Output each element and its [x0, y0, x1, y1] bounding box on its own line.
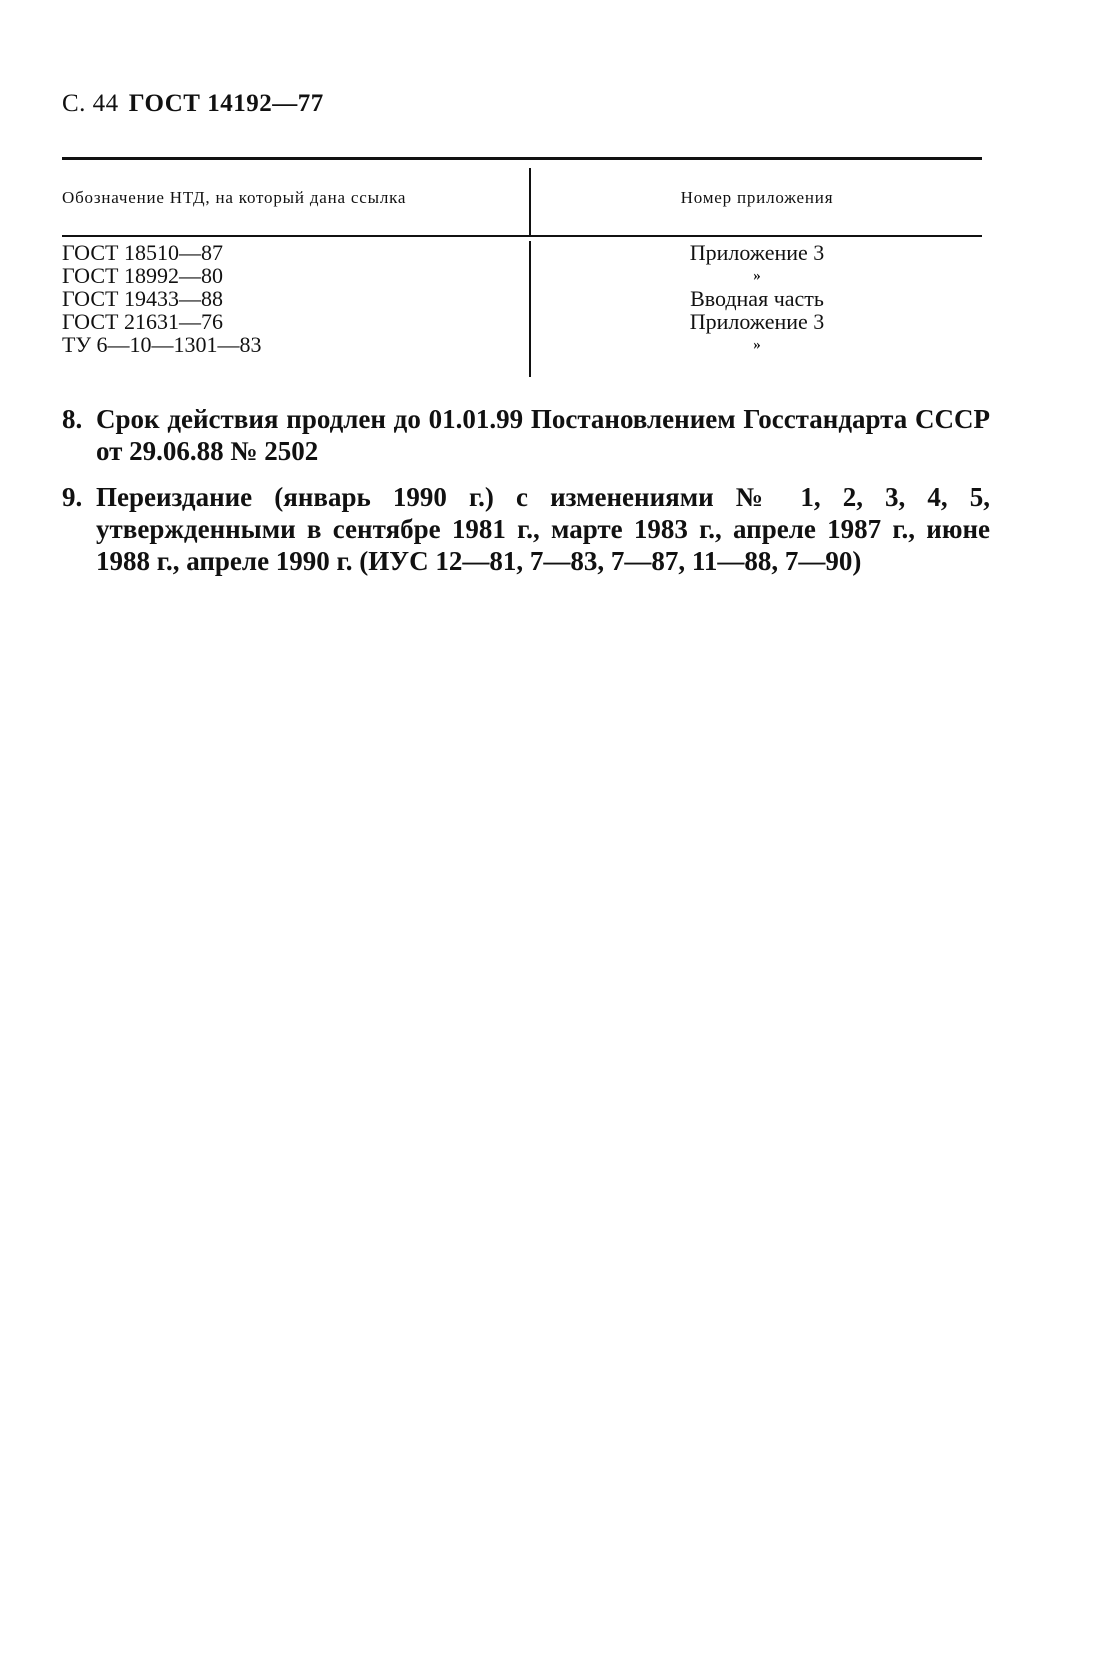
appendix-cell: Приложение 3 [689, 240, 825, 265]
page-header [62, 90, 324, 118]
appendix-cell-ditto: » [753, 268, 761, 284]
note-item-9 [62, 481, 990, 577]
table-row [62, 264, 982, 288]
document-cell: ГОСТ 18992—80 [62, 263, 223, 288]
standard-number: ГОСТ 14192—77 [128, 90, 324, 117]
appendix-cell: Приложение 3 [689, 309, 825, 334]
column-divider [529, 168, 531, 235]
document-cell: ГОСТ 19433—88 [62, 286, 223, 311]
column-header-appendix: Номер приложения [680, 188, 834, 207]
appendix-cell-ditto: » [753, 337, 761, 353]
document-cell: ГОСТ 18510—87 [62, 240, 223, 265]
document-cell: ГОСТ 21631—76 [62, 309, 223, 334]
table-row [62, 310, 982, 334]
table-header-row [62, 160, 982, 237]
note-number: 9. [62, 482, 83, 512]
page-number: С. 44 [62, 90, 119, 117]
note-item-8 [62, 403, 990, 467]
document-cell: ТУ 6—10—1301—83 [62, 332, 262, 357]
table-body [62, 237, 982, 377]
reference-table [62, 157, 982, 377]
note-text: Срок действия продлен до 01.01.99 Постановлением Госстандарта СССР от 29.06.88 № 2502 [96, 404, 990, 466]
note-number: 8. [62, 404, 83, 434]
note-text: Переиздание (январь 1990 г.) с изменениями № 1, 2, 3, 4, 5, утвержденными в сентябре 1981 г., марте 1983 г., апреле 1987 г., июне 1988 г., апреле 1990 г. (ИУС 12—81, 7—83, 7—87, 11—88, 7—90) [96, 482, 990, 576]
table-row [62, 333, 982, 357]
table-row [62, 287, 982, 311]
column-header-document: Обозначение НТД, на который дана ссылка [62, 188, 407, 207]
table-row [62, 241, 982, 265]
appendix-cell: Вводная часть [690, 286, 824, 311]
